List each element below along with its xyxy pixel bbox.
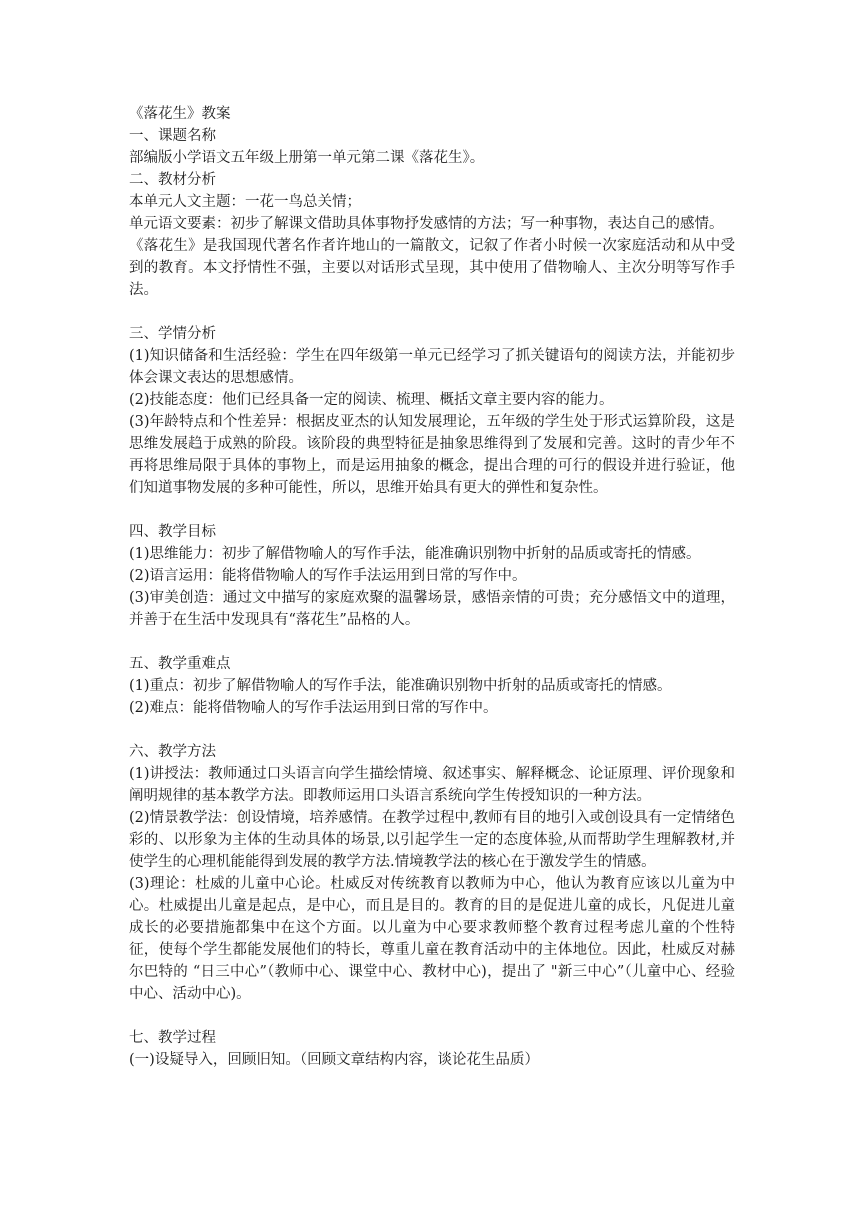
paragraph: 《落花生》是我国现代著名作者许地山的一篇散文，记叙了作者小时候一次家庭活动和从中受到的教育。本文抒情性不强，主要以对话形式呈现，其中使用了借物喻人、主次分明等写作手法。 [129,238,735,298]
paragraph: (1)重点：初步了解借物喻人的写作手法，能准确识别物中折射的品质或寄托的情感。 [129,678,672,694]
paragraph: (2)技能态度：他们已经具备一定的阅读、梳理、概括文章主要内容的能力。 [129,392,614,408]
section-heading-objectives: 四、教学目标 [129,524,216,540]
section-heading-learner-analysis: 三、学情分析 [129,326,216,342]
paragraph: 单元语文要素：初步了解课文借助具体事物抒发感情的方法；写一种事物，表达自己的感情。 [129,216,724,232]
paragraph: (3)审美创造：通过文中描写的家庭欢聚的温馨场景，感悟亲情的可贵；充分感悟文中的道理，并善于在生活中发现具有“落花生”品格的人。 [129,590,735,628]
spacer [129,631,735,653]
paragraph: (2)语言运用：能将借物喻人的写作手法运用到日常的写作中。 [129,568,527,584]
document-body [129,103,735,1071]
section-heading-methods: 六、教学方法 [129,744,216,760]
spacer [129,499,735,521]
paragraph: (一)设疑导入，回顾旧知。（回顾文章结构内容，谈论花生品质） [129,1052,540,1068]
spacer [129,1005,735,1027]
section-heading-key-points: 五、教学重难点 [129,656,231,672]
topic-text: 部编版小学语文五年级上册第一单元第二课《落花生》。 [129,150,485,166]
paragraph: (1)讲授法：教师通过口头语言向学生描绘情境、叙述事实、解释概念、论证原理、评价现象和阐明规律的基本教学方法。即教师运用口头语言系统向学生传授知识的一种方法。 [129,766,735,804]
paragraph: (3)理论：杜威的儿童中心论。杜威反对传统教育以教师为中心，他认为教育应该以儿童为中心。杜威提出儿童是起点，是中心，而且是目的。教育的目的是促进儿童的成长，凡促进儿童成长的必要措施都集中在这个方面。以儿童为中心要求教师整个教育过程考虑儿童的个性特征，使每个学生都能发展他们的特长，尊重儿童在教育活动中的主体地位。因此，杜威反对赫尔巴特的 “日三中心”（教师中心、课堂中心、教材中心)，提出了 "新三中心”（儿童中心、经验中心、活动中心)。 [129,876,735,1002]
paragraph: (1)思维能力：初步了解借物喻人的写作手法，能准确识别物中折射的品质或寄托的情感。 [129,546,701,562]
spacer [129,301,735,323]
paragraph: (1)知识储备和生活经验：学生在四年级第一单元已经学习了抓关键语句的阅读方法，并能初步体会课文表达的思想感情。 [129,348,735,386]
section-heading-topic: 一、课题名称 [129,128,216,144]
paragraph: 本单元人文主题：一花一鸟总关情； [129,194,361,210]
document-title: 《落花生》教案 [129,106,231,122]
paragraph: (2)难点：能将借物喻人的写作手法运用到日常的写作中。 [129,700,498,716]
section-heading-process: 七、教学过程 [129,1030,216,1046]
paragraph: (2)情景教学法：创设情境，培养感情。在教学过程中,教师有目的地引入或创设具有一定情绪色彩的、以形象为主体的生动具体的场景,以引起学生一定的态度体验,从而帮助学生理解教材,并使学生的心理机能能得到发展的教学方法.情境教学法的核心在于激发学生的情感。 [129,810,735,870]
section-heading-textbook-analysis: 二、教材分析 [129,172,216,188]
spacer [129,719,735,741]
paragraph: (3)年龄特点和个性差异：根据皮亚杰的认知发展理论，五年级的学生处于形式运算阶段，这是思维发展趋于成熟的阶段。该阶段的典型特征是抽象思维得到了发展和完善。这时的青少年不再将思维局限于具体的事物上，而是运用抽象的概念，提出合理的可行的假设并进行验证，他们知道事物发展的多种可能性，所以，思维开始具有更大的弹性和复杂性。 [129,414,735,496]
